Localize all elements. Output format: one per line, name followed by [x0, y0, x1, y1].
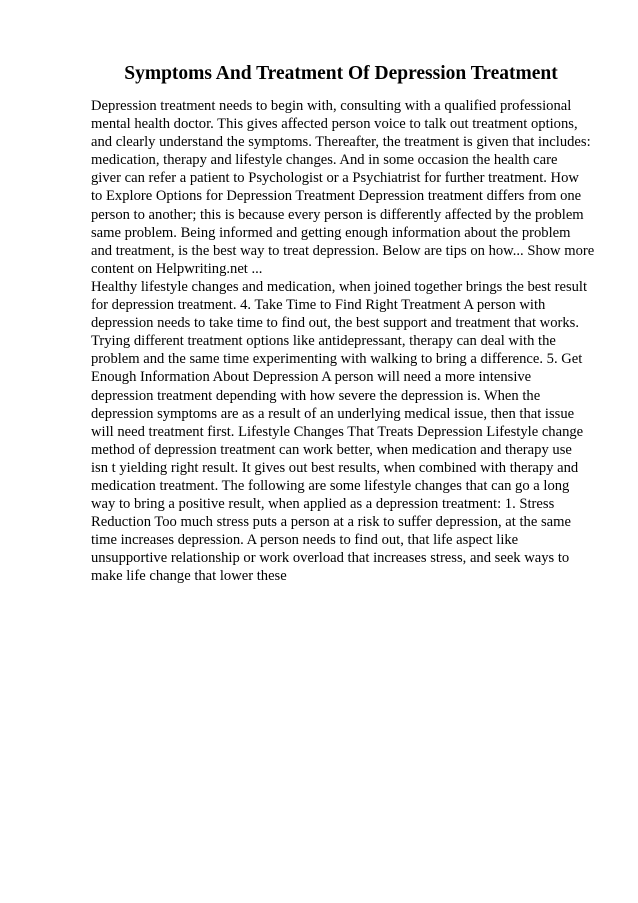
text-line: Depression treatment needs to begin with, consulting with a qualified professional — [91, 98, 572, 114]
document-body — [91, 97, 597, 586]
text-line: content on Helpwriting.net ... — [91, 260, 263, 277]
document-title: Symptoms And Treatment Of Depression Treatment — [124, 63, 558, 84]
text-line: way to bring a positive result, when applied as a depression treatment: 1. Stress — [91, 496, 555, 513]
text-line: isn t yielding right result. It gives out best results, when combined with therapy and — [91, 459, 579, 476]
text-line: Trying different treatment options like antidepressant, therapy can deal with the — [91, 333, 556, 350]
text-line: same problem. Being informed and getting enough information about the problem — [91, 224, 571, 241]
text-line: and treatment, is the best way to treat depression. Below are tips on how... Show more — [91, 242, 595, 259]
paragraph-2 — [91, 278, 597, 586]
text-line: will need treatment first. Lifestyle Changes That Treats Depression Lifestyle change — [91, 423, 584, 440]
text-line: medication treatment. The following are some lifestyle changes that can go a long — [91, 477, 570, 494]
text-line: for depression treatment. 4. Take Time to Find Right Treatment A person with — [91, 297, 546, 314]
text-line: depression treatment depending with how severe the depression is. When the — [91, 387, 541, 404]
text-line: and clearly understand the symptoms. Thereafter, the treatment is given that includes: — [91, 134, 591, 151]
text-line: depression symptoms are as a result of an underlying medical issue, then that issue — [91, 405, 575, 422]
text-line: Healthy lifestyle changes and medication, when joined together brings the best result — [91, 278, 588, 295]
text-line: mental health doctor. This gives affected person voice to talk out treatment options, — [91, 116, 578, 133]
text-line: medication, therapy and lifestyle changes. And in some occasion the health care — [91, 152, 558, 169]
text-line: make life change that lower these — [91, 568, 287, 585]
text-line: unsupportive relationship or work overload that increases stress, and seek ways to — [91, 550, 570, 567]
paragraph-1 — [91, 97, 597, 278]
text-line: Enough Information About Depression A person will need a more intensive — [91, 369, 532, 386]
text-line: problem and the same time experimenting with walking to bring a difference. 5. Get — [91, 351, 583, 368]
text-line: giver can refer a patient to Psychologist or a Psychiatrist for further treatment. How — [91, 170, 579, 187]
text-line: person to another; this is because every person is differently affected by the problem — [91, 206, 584, 223]
text-line: depression needs to take time to find out, the best support and treatment that works. — [91, 315, 579, 332]
text-line: time increases depression. A person needs to find out, that life aspect like — [91, 532, 519, 549]
text-line: Reduction Too much stress puts a person at a risk to suffer depression, at the same — [91, 514, 571, 531]
text-line: method of depression treatment can work better, when medication and therapy use — [91, 441, 572, 458]
text-line: to Explore Options for Depression Treatment Depression treatment differs from one — [91, 188, 582, 205]
